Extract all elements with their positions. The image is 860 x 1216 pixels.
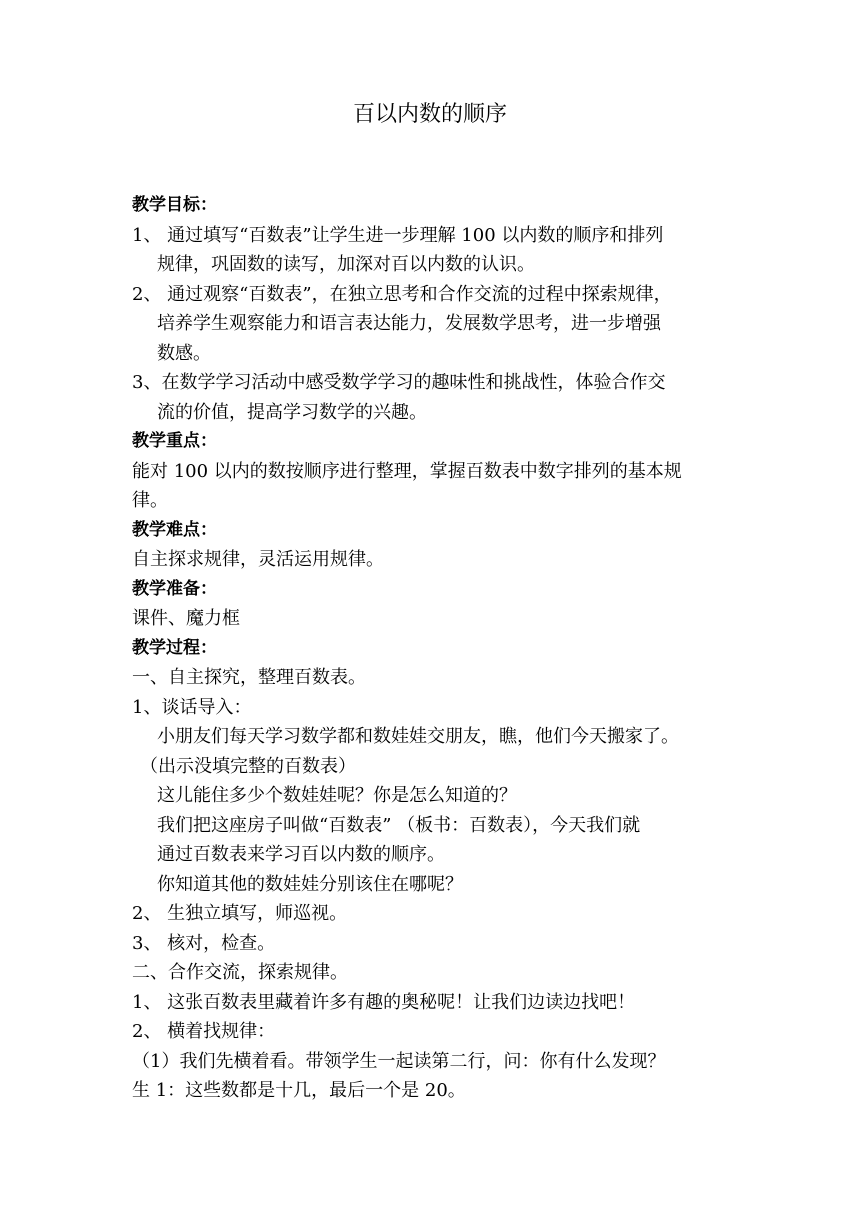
objective-line: 规律，巩固数的读写，加深对百以内数的认识。 <box>157 254 535 275</box>
process-line: 2、 横着找规律： <box>132 1021 276 1042</box>
objective-line: 数感。 <box>157 342 211 364</box>
process-line: 我们把这座房子叫做“百数表” （板书：百数表），今天我们就 <box>157 814 641 836</box>
process-line: 2、 生独立填写，师巡视。 <box>132 903 348 924</box>
objectives-heading: 教学目标： <box>132 195 217 215</box>
key-points-heading: 教学重点： <box>132 431 217 451</box>
process-line: 通过百数表来学习百以内数的顺序。 <box>157 844 445 865</box>
key-points-line: 能对 100 以内的数按顺序进行整理，掌握百数表中数字排列的基本规 <box>132 460 682 482</box>
objective-line: 培养学生观察能力和语言表达能力，发展数学思考，进一步增强 <box>157 313 661 334</box>
process-line: 小朋友们每天学习数学都和数娃娃交朋友，瞧，他们今天搬家了。 <box>157 726 679 747</box>
process-line: 1、谈话导入： <box>132 696 252 718</box>
process-line: （1）我们先横着看。带领学生一起读第二行，问：你有什么发现？ <box>132 1050 666 1072</box>
document-title: 百以内数的顺序 <box>352 102 507 127</box>
process-line: 一、自主探究，整理百数表。 <box>132 667 366 688</box>
process-line: 你知道其他的数娃娃分别该住在哪呢？ <box>157 873 463 895</box>
objective-line: 1、 通过填写“百数表”让学生进一步理解 100 以内数的顺序和排列 <box>132 224 664 246</box>
key-points-line: 律。 <box>132 490 168 511</box>
difficulties-heading: 教学难点： <box>132 519 217 540</box>
difficulties-text: 自主探求规律，灵活运用规律。 <box>132 549 384 570</box>
preparation-text: 课件、魔力框 <box>132 608 240 629</box>
preparation-heading: 教学准备： <box>132 578 217 599</box>
process-line: 1、 这张百数表里藏着许多有趣的奥秘呢！让我们边读边找吧！ <box>132 991 636 1013</box>
process-line: 这儿能住多少个数娃娃呢？你是怎么知道的？ <box>157 785 517 806</box>
document-body <box>132 191 732 1106</box>
process-heading: 教学过程： <box>132 637 217 658</box>
process-line: 二、合作交流，探索规律。 <box>132 962 348 983</box>
objective-line: 流的价值，提高学习数学的兴趣。 <box>157 401 427 423</box>
objective-line: 2、 通过观察“百数表”，在独立思考和合作交流的过程中探索规律， <box>132 283 672 305</box>
process-line: 3、 核对，检查。 <box>132 932 276 954</box>
process-line: 生 1：这些数都是十几，最后一个是 20。 <box>132 1080 466 1101</box>
objective-line: 3、在数学学习活动中感受数学学习的趣味性和挑战性，体验合作交 <box>132 372 666 393</box>
process-line: （出示没填完整的百数表） <box>140 755 356 777</box>
